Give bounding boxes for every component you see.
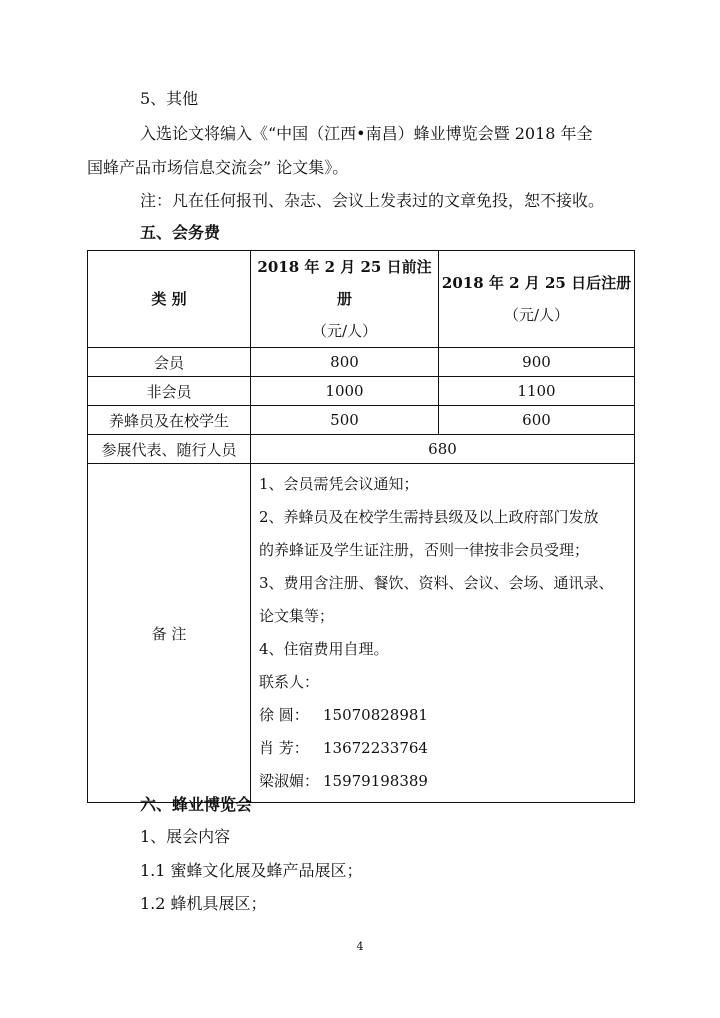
table-row-exhibitor	[88, 435, 635, 464]
contact-name: 梁淑媚：	[259, 772, 320, 790]
contact-entry	[259, 699, 626, 732]
table-row	[88, 406, 635, 435]
contact-name: 徐 圆：	[259, 706, 309, 724]
note-item: 1、会员需凭会议通知；	[259, 475, 419, 493]
notes-label: 备 注	[88, 464, 251, 803]
contact-entry	[259, 732, 626, 765]
row-category: 参展代表、随行人员	[88, 435, 251, 464]
table-row	[88, 348, 635, 377]
section-title-expo: 六、蜂业博览会	[140, 795, 253, 814]
row-fee-after: 600	[439, 406, 635, 435]
paragraph-line-2: 国蜂产品市场信息交流会” 论文集》。	[87, 158, 349, 177]
contact-name: 肖 芳：	[259, 739, 309, 757]
note-item: 2、养蜂员及在校学生需持县级及以上政府部门发放	[259, 508, 599, 526]
table-row-notes	[88, 464, 635, 803]
row-fee-exhibitor: 680	[251, 435, 635, 464]
exhibition-item: 1.1 蜜蜂文化展及蜂产品展区；	[140, 861, 363, 880]
page-number: 4	[356, 940, 364, 953]
contact-entry	[259, 765, 626, 798]
subheading-exhibition-content: 1、展会内容	[140, 827, 231, 846]
contact-phone: 13672233764	[323, 739, 428, 757]
header-after-date: 2018 年 2 月 25 日后注册 （元/人）	[439, 251, 635, 348]
fee-table-header-row	[88, 251, 635, 348]
row-fee-before: 1000	[251, 377, 439, 406]
exhibition-item: 1.2 蜂机具展区；	[140, 894, 267, 913]
note-item: 3、费用含注册、餐饮、资料、会议、会场、通讯录、	[259, 574, 614, 592]
header-before-date: 2018 年 2 月 25 日前注册 （元/人）	[251, 251, 439, 348]
row-fee-before: 500	[251, 406, 439, 435]
note-item: 4、住宿费用自理。	[259, 640, 389, 658]
contact-phone: 15979198389	[323, 772, 428, 790]
row-fee-after: 1100	[439, 377, 635, 406]
note-item: 论文集等；	[259, 607, 335, 625]
table-row	[88, 377, 635, 406]
header-category: 类 别	[88, 251, 251, 348]
contacts-label: 联系人：	[259, 673, 320, 691]
submission-note: 注：凡在任何报刊、杂志、会议上发表过的文章免投，恕不接收。	[140, 191, 605, 210]
note-item: 的养蜂证及学生证注册，否则一律按非会员受理；	[259, 541, 590, 559]
row-category: 会员	[88, 348, 251, 377]
notes-content	[251, 464, 635, 803]
row-fee-before: 800	[251, 348, 439, 377]
fee-table	[87, 250, 635, 803]
paragraph-line-1: 入选论文将编入《“中国（江西•南昌）蜂业博览会暨 2018 年全	[140, 124, 593, 143]
row-category: 养蜂员及在校学生	[88, 406, 251, 435]
section-title-fees: 五、会务费	[140, 223, 221, 242]
row-fee-after: 900	[439, 348, 635, 377]
contact-phone: 15070828981	[323, 706, 428, 724]
row-category: 非会员	[88, 377, 251, 406]
subheading-other: 5、其他	[140, 89, 199, 108]
